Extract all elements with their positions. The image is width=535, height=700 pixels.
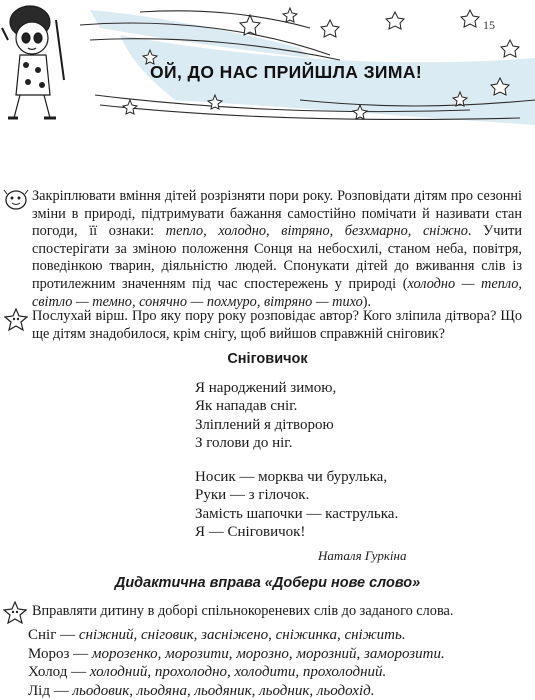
poem-author: Наталя Гуркіна (318, 548, 407, 563)
page-header (0, 0, 535, 130)
exercise-intro: Вправляти дитину в доборі спільнокореневих слів до заданого слова. (32, 603, 454, 619)
base-word: Сніг — (28, 627, 79, 643)
poem-line: Як нападав сніг. (195, 398, 298, 415)
star-character-icon (3, 601, 27, 625)
poem-line: З голови до ніг. (195, 435, 293, 452)
related-words: сніжний, сніговик, засніжено, сніжинка, сніжить. (78, 627, 406, 643)
word-row (28, 645, 445, 664)
star-character-icon (4, 308, 28, 332)
poem-title: Сніговичок (227, 351, 308, 367)
poem-line: Зліплений я дітворою (195, 416, 334, 433)
poem-line: Носик — морква чи бурулька, (195, 469, 388, 485)
poem-line: Замість шапочки — каструлька. (195, 505, 399, 522)
poem-line: Я — Сніговичок! (195, 524, 306, 541)
word-row (28, 663, 445, 682)
related-words: холодний, прохолодно, холодити, прохолодний. (89, 664, 387, 680)
snowman-face-icon (3, 188, 29, 210)
page-title: ОЙ, ДО НАС ПРИЙШЛА ЗИМА! (150, 62, 423, 82)
related-words: льодовик, льодяна, льодяник, льодник, льодохід. (72, 682, 375, 699)
objectives-text-1: Закріплювати вміння дітей розрізняти пори року. Розповідати дітям про сезонні зміни в природі, підтримувати бажання самостійно помічати й називати стан погоди, її ознаки: (32, 188, 522, 240)
poem-line: Руки — з гілочок. (195, 487, 310, 504)
base-word: Мороз — (28, 645, 92, 662)
base-word: Лід — (28, 682, 73, 699)
poem-stanza-1 (195, 379, 336, 453)
objectives-italic-1: тепло, холодно, вітряно, безхмарно, сніжно (165, 223, 468, 240)
objectives-text-3: ). (362, 293, 372, 310)
related-words: морозенко, морозити, морозно, морозний, заморозити. (91, 645, 445, 662)
objectives-paragraph (32, 188, 522, 311)
word-row (28, 626, 445, 645)
poem-line: Я народжений зимою, (195, 380, 337, 396)
page-number: 15 (483, 18, 495, 32)
objectives-text-2: . Учити спостерігати за зміною положення Сонця на небосхилі, станом неба, повітря, поведінкою тварин, діяльністю людей. Спонукати дітей до вживання слів із протилежним значенням під час спостережень у природі ( (32, 223, 523, 292)
objectives-italic-2: холодно — тепло, світло — темно, сонячно — похмуро, вітряно — тихо (32, 275, 522, 310)
base-word: Холод — (28, 664, 90, 680)
task-paragraph: Послухай вірш. Про яку пору року розповідає автор? Кого зліпила дітвора? Що ще дітям знадобилося, крім снігу, щоб вийшов справжній сніговик? (32, 308, 522, 342)
word-list (28, 626, 445, 700)
exercise-title: Дидактична вправа «Добери нове слово» (114, 575, 421, 591)
word-row (28, 682, 445, 700)
poem-stanza-2 (195, 468, 398, 542)
girl-illustration (2, 6, 64, 118)
